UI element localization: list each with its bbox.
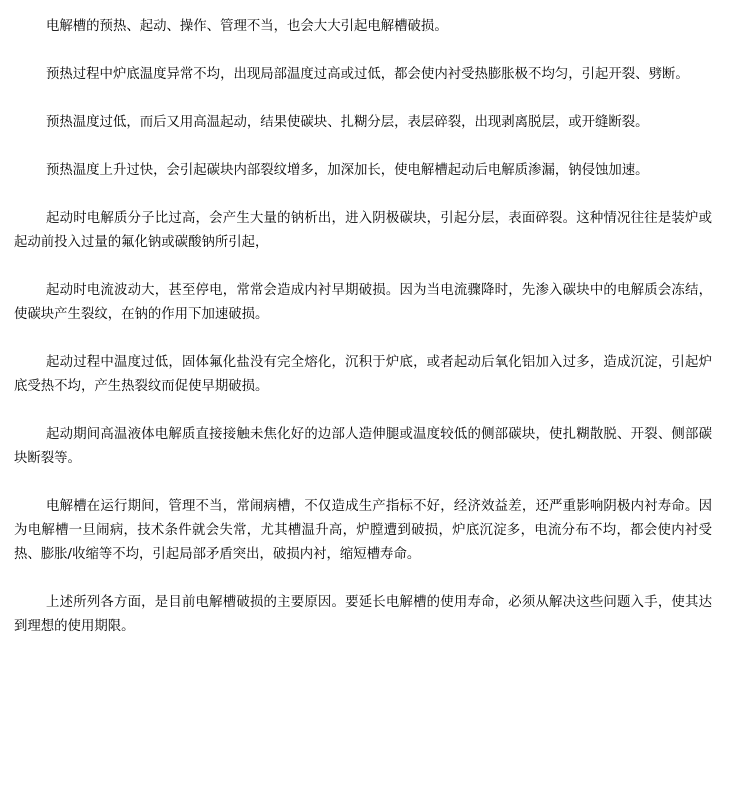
paragraph-ratio-high: 起动时电解质分子比过高，会产生大量的钠析出，进入阴极碳块，引起分层，表面碎裂。这种情况往往是装炉或起动前投入过量的氟化钠或碳酸钠所引起， xyxy=(14,211,712,250)
paragraph-preheat-fast: 预热温度上升过快，会引起碳块内部裂纹增多，加深加长，使电解槽起动后电解质渗漏，钠侵蚀加速。 xyxy=(46,163,649,178)
paragraph-current-fluctuation: 起动时电流波动大，甚至停电，常常会造成内衬早期破损。因为当电流骤降时，先渗入碳块中的电解质会冻结，使碳块产生裂纹，在钠的作用下加速破损。 xyxy=(14,283,712,322)
paragraph-preheat-low: 预热温度过低，而后又用高温起动，结果使碳块、扎糊分层，表层碎裂，出现剥离脱层，或开缝断裂。 xyxy=(46,115,649,130)
paragraph-preheat-uneven: 预热过程中炉底温度异常不均，出现局部温度过高或过低，都会使内衬受热膨胀极不均匀，引起开裂、劈断。 xyxy=(46,67,689,82)
paragraph-conclusion: 上述所列各方面，是目前电解槽破损的主要原因。要延长电解槽的使用寿命，必须从解决这些问题入手，使其达到理想的使用期限。 xyxy=(14,595,712,634)
paragraph-liquid-contact: 起动期间高温液体电解质直接接触未焦化好的边部人造伸腿或温度较低的侧部碳块，使扎糊散脱、开裂、侧部碳块断裂等。 xyxy=(14,427,712,466)
paragraph-intro: 电解槽的预热、起动、操作、管理不当，也会大大引起电解槽破损。 xyxy=(46,19,448,34)
paragraph-operation-management: 电解槽在运行期间，管理不当，常闹病槽，不仅造成生产指标不好，经济效益差，还严重影响阴极内衬寿命。因为电解槽一旦闹病，技术条件就会失常，尤其槽温升高，炉膛遭到破损，炉底沉淀多，电流分布不均，都会使内衬受热、膨胀/收缩等不均，引起局部矛盾突出，破损内衬，缩短槽寿命。 xyxy=(14,499,712,562)
paragraph-temperature-low: 起动过程中温度过低，固体氟化盐没有完全熔化，沉积于炉底，或者起动后氧化铝加入过多，造成沉淀，引起炉底受热不均，产生热裂纹而促使早期破损。 xyxy=(14,355,712,394)
